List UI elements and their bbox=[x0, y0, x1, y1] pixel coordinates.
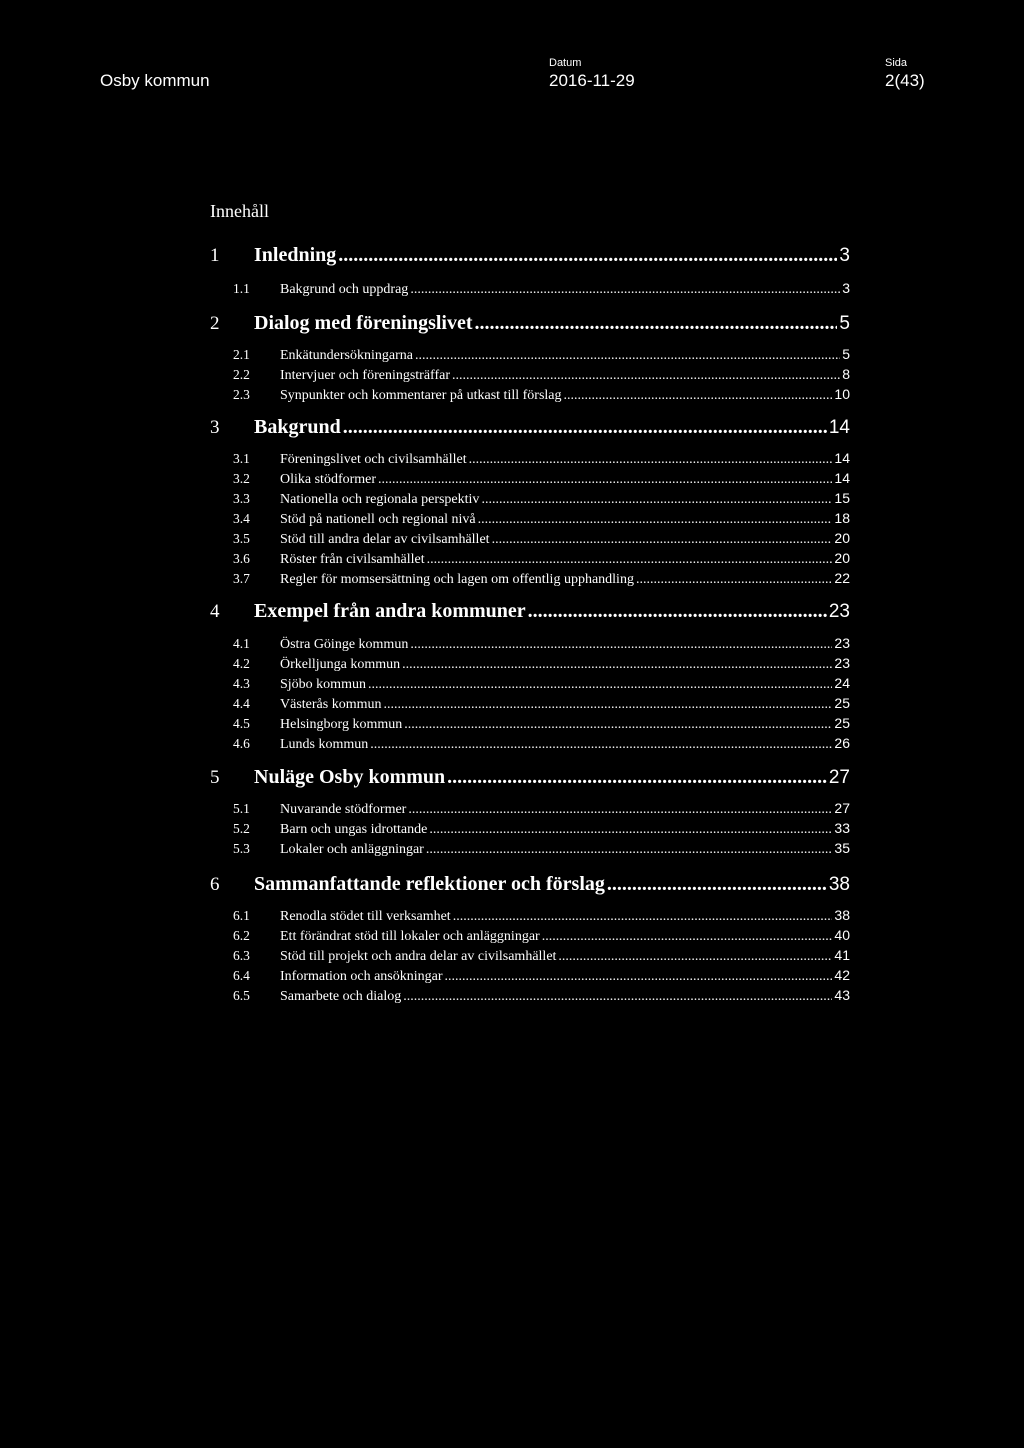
toc-entry-title: Stöd till andra delar av civilsamhället bbox=[280, 532, 490, 547]
toc-dot-leader bbox=[452, 368, 840, 384]
toc-section-number: 4 bbox=[210, 601, 220, 622]
toc-page-number: 14 bbox=[828, 417, 850, 438]
toc-entry-title: Nationella och regionala perspektiv bbox=[280, 492, 480, 507]
toc-entry-number: 4.6 bbox=[233, 736, 250, 751]
toc-section-number: 3 bbox=[210, 417, 220, 438]
toc-entry-number: 3.4 bbox=[233, 511, 250, 526]
toc-dot-leader bbox=[542, 929, 833, 945]
toc-entry-title: Ett förändrat stöd till lokaler och anläggningar bbox=[280, 929, 540, 944]
toc-dot-leader bbox=[378, 472, 832, 488]
toc-section-3[interactable] bbox=[210, 416, 850, 442]
toc-section-title: Inledning bbox=[254, 244, 337, 266]
toc-dot-leader bbox=[427, 552, 833, 568]
toc-entry-number: 3.7 bbox=[233, 571, 250, 586]
toc-page-number: 38 bbox=[834, 907, 850, 923]
toc-entry-number: 4.4 bbox=[233, 696, 250, 711]
toc-entry-number: 3.2 bbox=[233, 471, 250, 486]
toc-entry-title: Sjöbo kommun bbox=[280, 677, 366, 692]
toc-page-number: 10 bbox=[834, 386, 850, 402]
toc-section-title: Bakgrund bbox=[254, 416, 341, 438]
toc-entry-5-3[interactable] bbox=[233, 840, 850, 866]
toc-entry-number: 2.2 bbox=[233, 367, 250, 382]
toc-dot-leader bbox=[475, 312, 838, 335]
organization-name: Osby kommun bbox=[100, 71, 210, 90]
toc-page-number: 24 bbox=[834, 675, 850, 691]
toc-page-number: 43 bbox=[834, 987, 850, 1003]
toc-entry-title: Helsingborg kommun bbox=[280, 717, 403, 732]
toc-entry-title: Intervjuer och föreningsträffar bbox=[280, 368, 450, 383]
toc-entry-title: Synpunkter och kommentarer på utkast till förslag bbox=[280, 388, 562, 403]
toc-entry-number: 3.1 bbox=[233, 451, 250, 466]
toc-section-2[interactable] bbox=[210, 312, 850, 338]
toc-section-6[interactable] bbox=[210, 873, 850, 899]
toc-page-number: 14 bbox=[834, 450, 850, 466]
toc-page-number: 40 bbox=[834, 927, 850, 943]
toc-entry-number: 6.4 bbox=[233, 968, 250, 983]
toc-entry-4-6[interactable] bbox=[233, 735, 850, 761]
toc-title: Innehåll bbox=[210, 201, 269, 221]
toc-entry-title: Föreningslivet och civilsamhället bbox=[280, 452, 467, 467]
toc-entry-number: 3.3 bbox=[233, 491, 250, 506]
toc-entry-title: Örkelljunga kommun bbox=[280, 657, 401, 672]
toc-entry-number: 4.5 bbox=[233, 716, 250, 731]
toc-page-number: 25 bbox=[834, 715, 850, 731]
toc-section-number: 5 bbox=[210, 767, 220, 788]
toc-entry-number: 1.1 bbox=[233, 281, 250, 296]
toc-entry-title: Olika stödformer bbox=[280, 472, 377, 487]
toc-entry-title: Röster från civilsamhället bbox=[280, 552, 425, 567]
toc-dot-leader bbox=[368, 677, 832, 693]
toc-dot-leader bbox=[528, 600, 827, 623]
toc-page-number: 3 bbox=[839, 245, 850, 266]
toc-entry-number: 6.3 bbox=[233, 948, 250, 963]
toc-entry-number: 4.3 bbox=[233, 676, 250, 691]
toc-dot-leader bbox=[481, 492, 832, 508]
toc-section-title: Exempel från andra kommuner bbox=[254, 600, 526, 622]
toc-page-number: 22 bbox=[834, 570, 850, 586]
toc-page-number: 3 bbox=[842, 280, 850, 296]
toc-dot-leader bbox=[558, 949, 832, 965]
toc-section-number: 2 bbox=[210, 313, 220, 334]
toc-page-number: 23 bbox=[834, 655, 850, 671]
toc-page-number: 38 bbox=[828, 874, 850, 895]
toc-dot-leader bbox=[429, 822, 832, 838]
toc-entry-number: 4.1 bbox=[233, 636, 250, 651]
toc-page-number: 41 bbox=[834, 947, 850, 963]
toc-entry-number: 5.3 bbox=[233, 841, 250, 856]
toc-entry-title: Barn och ungas idrottande bbox=[280, 822, 428, 837]
toc-entry-2-3[interactable] bbox=[233, 386, 850, 412]
toc-dot-leader bbox=[469, 452, 833, 468]
toc-entry-number: 2.1 bbox=[233, 347, 250, 362]
toc-dot-leader bbox=[478, 512, 833, 528]
toc-page-number: 20 bbox=[834, 550, 850, 566]
toc-dot-leader bbox=[383, 697, 832, 713]
toc-section-title: Nuläge Osby kommun bbox=[254, 766, 446, 788]
toc-page-number: 42 bbox=[834, 967, 850, 983]
toc-dot-leader bbox=[607, 873, 827, 896]
toc-dot-leader bbox=[447, 766, 827, 789]
toc-page-number: 33 bbox=[834, 820, 850, 836]
toc-section-title: Dialog med föreningslivet bbox=[254, 312, 473, 334]
toc-entry-number: 6.2 bbox=[233, 928, 250, 943]
page-number: 2(43) bbox=[885, 71, 925, 90]
toc-entry-title: Information och ansökningar bbox=[280, 969, 443, 984]
toc-entry-title: Lunds kommun bbox=[280, 737, 369, 752]
toc-entry-number: 5.1 bbox=[233, 801, 250, 816]
toc-section-5[interactable] bbox=[210, 766, 850, 792]
toc-dot-leader bbox=[370, 737, 832, 753]
toc-dot-leader bbox=[404, 717, 832, 733]
page-label: Sida bbox=[885, 57, 908, 69]
toc-dot-leader bbox=[426, 842, 833, 858]
toc-page-number: 14 bbox=[834, 470, 850, 486]
toc-section-title: Sammanfattande reflektioner och förslag bbox=[254, 873, 605, 895]
toc-dot-leader bbox=[402, 657, 832, 673]
toc-entry-title: Bakgrund och uppdrag bbox=[280, 282, 409, 297]
toc-entry-title: Östra Göinge kommun bbox=[280, 637, 409, 652]
toc-dot-leader bbox=[403, 989, 832, 1005]
toc-page-number: 23 bbox=[828, 601, 850, 622]
toc-dot-leader bbox=[415, 348, 840, 364]
toc-entry-number: 3.5 bbox=[233, 531, 250, 546]
toc-entry-title: Samarbete och dialog bbox=[280, 989, 402, 1004]
toc-page-number: 25 bbox=[834, 695, 850, 711]
toc-dot-leader bbox=[636, 572, 832, 588]
toc-page-number: 23 bbox=[834, 635, 850, 651]
toc-entry-title: Nuvarande stödformer bbox=[280, 802, 407, 817]
toc-page-number: 5 bbox=[839, 313, 850, 334]
toc-entry-title: Västerås kommun bbox=[280, 697, 382, 712]
toc-entry-title: Stöd på nationell och regional nivå bbox=[280, 512, 476, 527]
toc-entry-number: 5.2 bbox=[233, 821, 250, 836]
toc-section-number: 1 bbox=[210, 245, 220, 266]
toc-page-number: 5 bbox=[842, 346, 850, 362]
toc-dot-leader bbox=[408, 802, 832, 818]
toc-dot-leader bbox=[410, 637, 832, 653]
toc-page-number: 27 bbox=[834, 800, 850, 816]
toc-page-number: 26 bbox=[834, 735, 850, 751]
toc-dot-leader bbox=[410, 282, 840, 298]
toc-entry-number: 3.6 bbox=[233, 551, 250, 566]
toc-dot-leader bbox=[338, 244, 837, 267]
toc-section-number: 6 bbox=[210, 874, 220, 895]
toc-entry-number: 6.5 bbox=[233, 988, 250, 1003]
toc-entry-1-1[interactable] bbox=[233, 280, 850, 306]
toc-entry-title: Regler för momsersättning och lagen om offentlig upphandling bbox=[280, 572, 634, 587]
toc-entry-number: 6.1 bbox=[233, 908, 250, 923]
document-date: 2016-11-29 bbox=[549, 71, 635, 90]
toc-page-number: 8 bbox=[842, 366, 850, 382]
toc-section-1[interactable] bbox=[210, 244, 850, 270]
toc-entry-6-5[interactable] bbox=[233, 987, 850, 1013]
toc-dot-leader bbox=[343, 416, 827, 439]
toc-dot-leader bbox=[445, 969, 833, 985]
date-label: Datum bbox=[549, 57, 582, 69]
toc-dot-leader bbox=[492, 532, 833, 548]
toc-page-number: 15 bbox=[834, 490, 850, 506]
toc-page-number: 18 bbox=[834, 510, 850, 526]
toc-entry-title: Lokaler och anläggningar bbox=[280, 842, 424, 857]
toc-dot-leader bbox=[453, 909, 833, 925]
toc-entry-3-7[interactable] bbox=[233, 570, 850, 596]
toc-entry-title: Stöd till projekt och andra delar av civilsamhället bbox=[280, 949, 557, 964]
toc-entry-number: 2.3 bbox=[233, 387, 250, 402]
toc-entry-number: 4.2 bbox=[233, 656, 250, 671]
toc-entry-title: Renodla stödet till verksamhet bbox=[280, 909, 451, 924]
toc-page-number: 35 bbox=[834, 840, 850, 856]
toc-page-number: 27 bbox=[828, 767, 850, 788]
toc-entry-title: Enkätundersökningarna bbox=[280, 348, 413, 363]
toc-page-number: 20 bbox=[834, 530, 850, 546]
toc-section-4[interactable] bbox=[210, 600, 850, 626]
toc-dot-leader bbox=[564, 388, 833, 404]
